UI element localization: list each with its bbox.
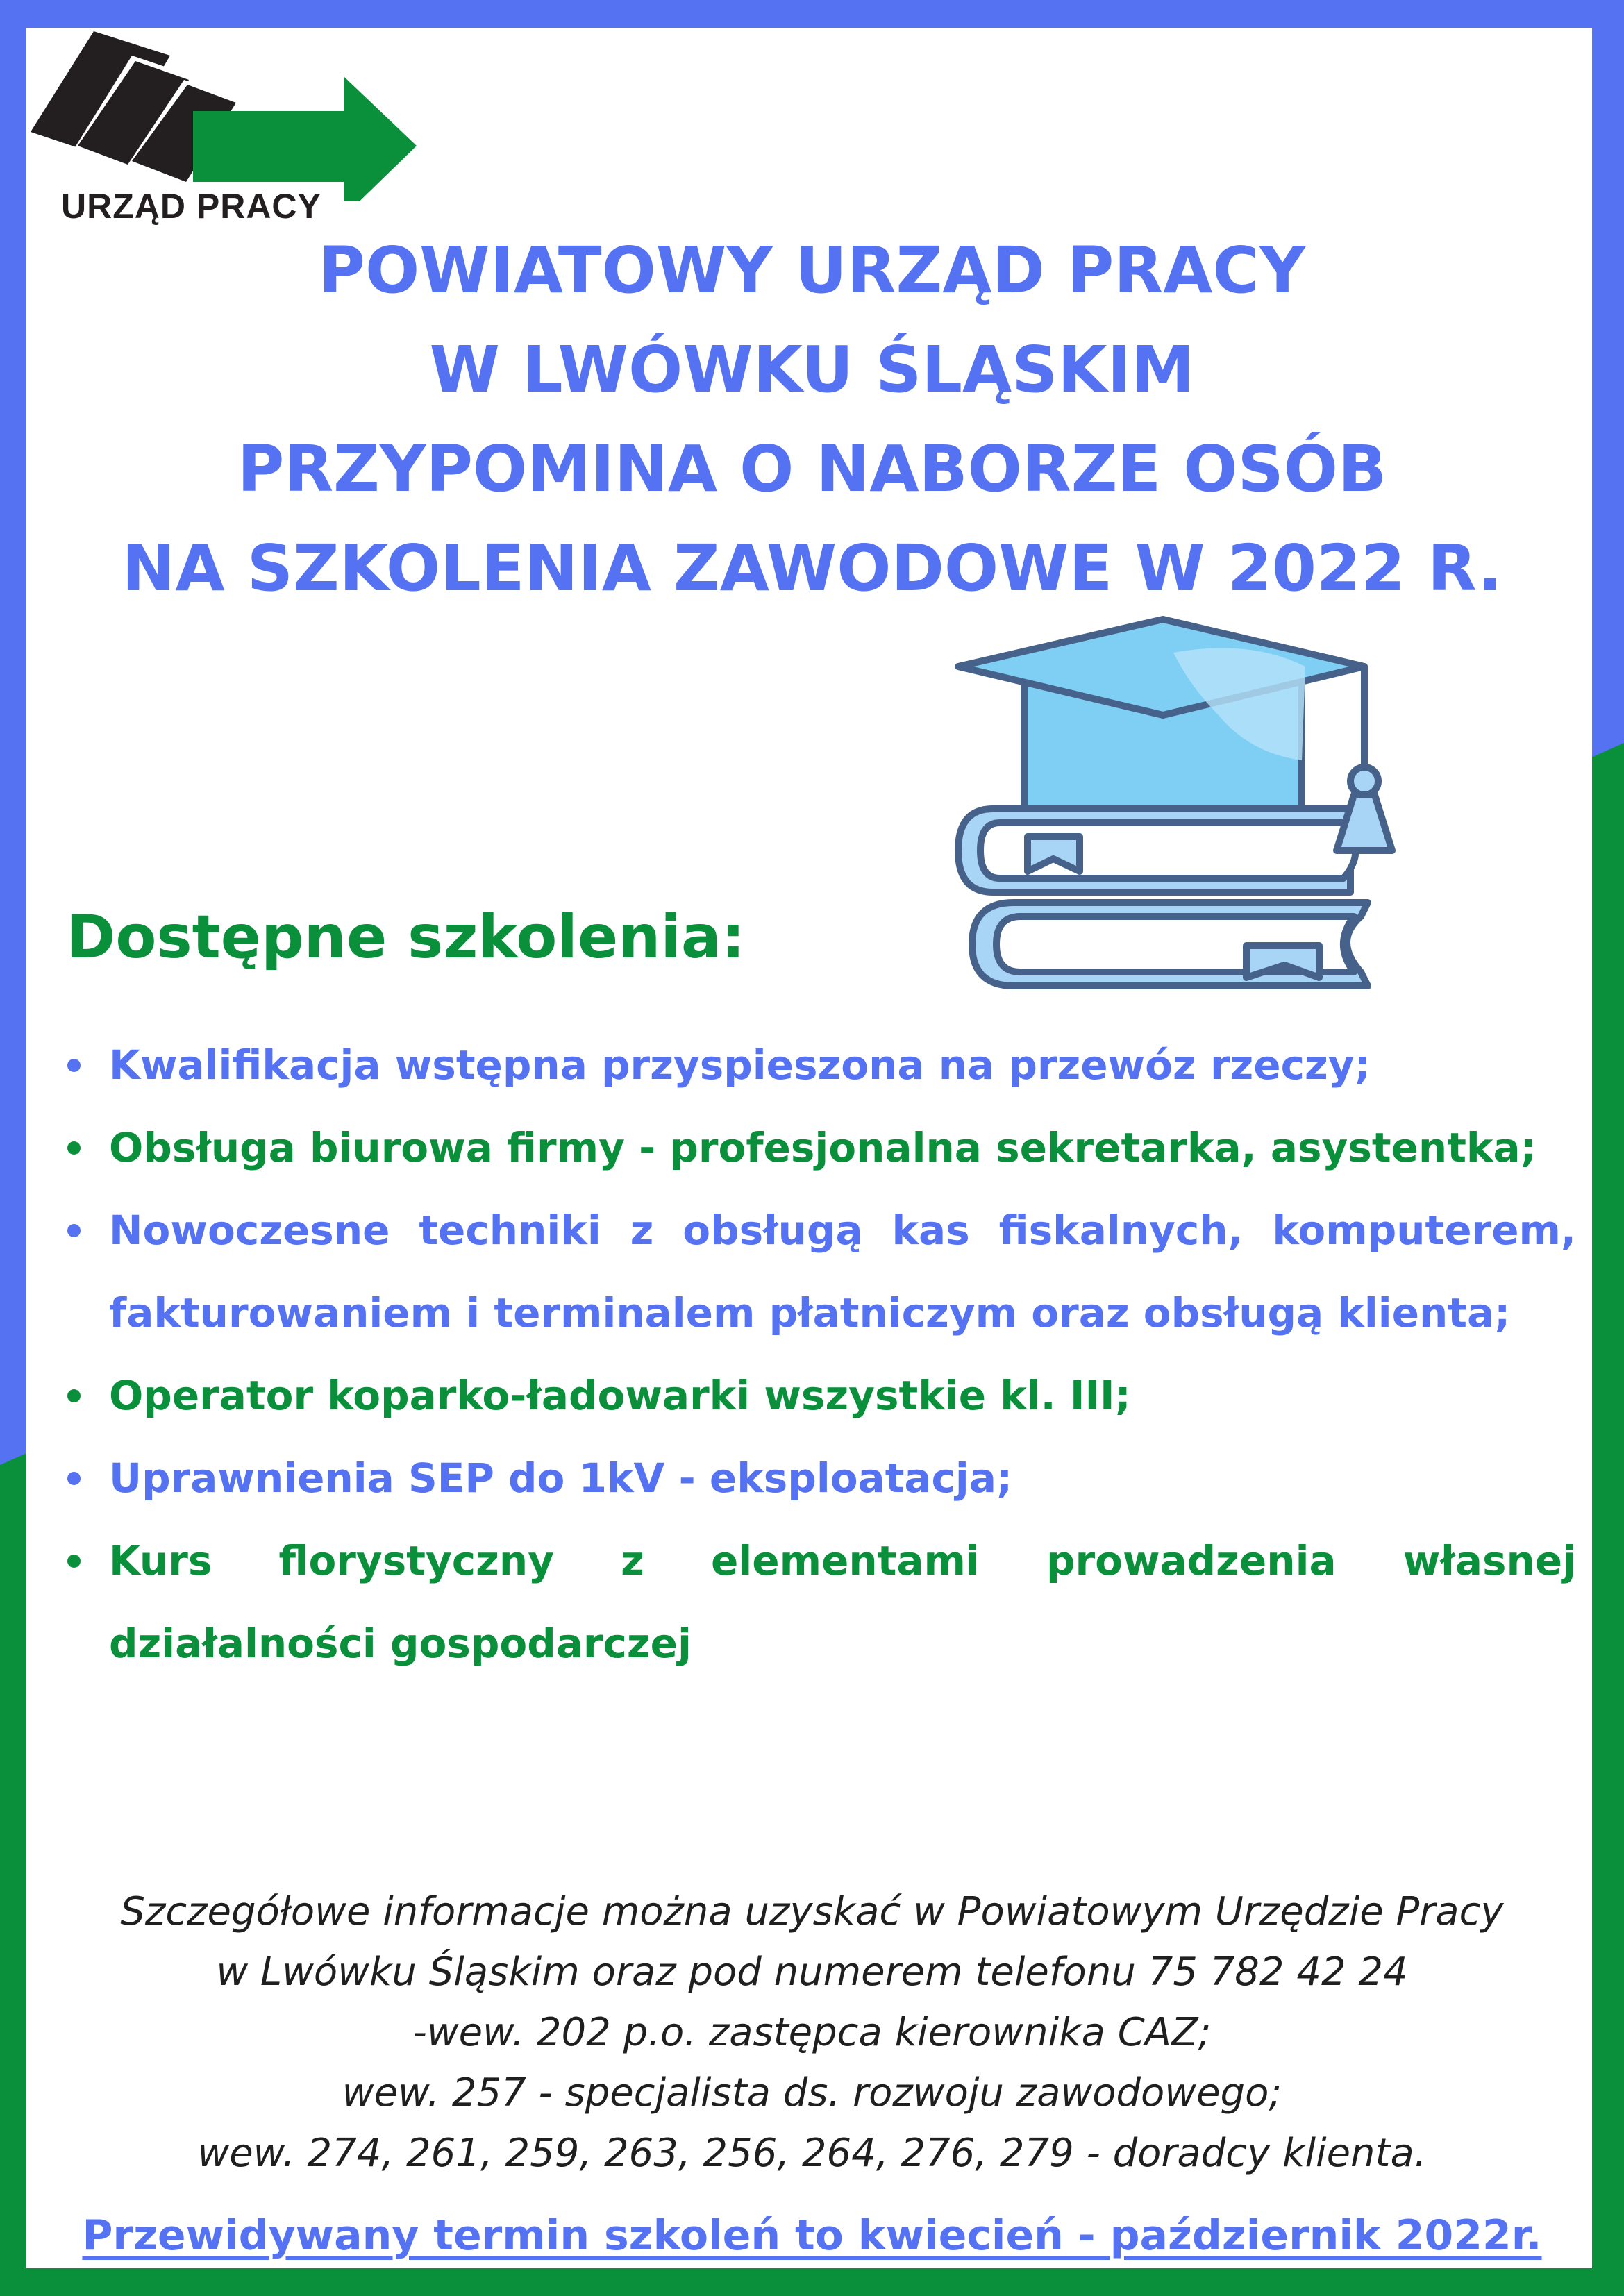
logo-label: URZĄD PRACY xyxy=(61,187,321,226)
contact-line: w Lwówku Śląskim oraz pod numerem telefonu 75 782 42 24 xyxy=(216,1950,1408,1995)
bullet-icon xyxy=(67,1472,81,1485)
bullet-icon xyxy=(67,1141,81,1155)
course-item xyxy=(66,1437,1576,1520)
bullet-icon xyxy=(67,1389,81,1402)
courses-heading: Dostępne szkolenia: xyxy=(66,903,746,972)
contact-line: Szczegółowe informacje można uzyskać w Powiatowym Urzędzie Pracy xyxy=(120,1889,1504,1934)
bullet-icon xyxy=(67,1224,81,1237)
contact-line: -wew. 202 p.o. zastępca kierownika CAZ; xyxy=(412,2010,1212,2055)
course-item xyxy=(66,1107,1576,1189)
course-item xyxy=(66,1520,1576,1685)
course-item xyxy=(66,1355,1576,1437)
headline-line: POWIATOWY URZĄD PRACY xyxy=(318,233,1306,308)
course-item xyxy=(66,1189,1576,1355)
bullet-icon xyxy=(67,1555,81,1568)
course-text: Nowoczesne techniki z obsługą kas fiskalnych, komputerem, fakturowaniem i terminalem płatniczym oraz obsługą klienta; xyxy=(109,1207,1576,1336)
headline-line: W LWÓWKU ŚLĄSKIM xyxy=(429,333,1195,407)
course-text: Kwalifikacja wstępna przyspieszona na przewóz rzeczy; xyxy=(109,1041,1371,1089)
training-term-note: Przewidywany termin szkoleń to kwiecień - październik 2022r. xyxy=(82,2211,1542,2260)
bullet-icon xyxy=(67,1059,81,1072)
course-text: Operator koparko-ładowarki wszystkie kl. III; xyxy=(109,1372,1131,1419)
graduation-cap-books-icon xyxy=(944,611,1409,1000)
contact-line: wew. 274, 261, 259, 263, 256, 264, 276, 279 - doradcy klienta. xyxy=(197,2131,1427,2176)
course-text: Obsługa biurowa firmy - profesjonalna sekretarka, asystentka; xyxy=(109,1124,1537,1171)
contact-line: wew. 257 - specjalista ds. rozwoju zawodowego; xyxy=(342,2070,1282,2115)
course-text: Kurs florystyczny z elementami prowadzenia własnej działalności gospodarczej xyxy=(109,1537,1576,1667)
job-office-arrow-logo xyxy=(28,28,430,201)
course-list xyxy=(66,1024,1576,1685)
headline-line: PRZYPOMINA O NABORZE OSÓB xyxy=(237,432,1387,506)
headline xyxy=(42,221,1582,618)
headline-line: NA SZKOLENIA ZAWODOWE W 2022 R. xyxy=(122,531,1502,605)
contact-info xyxy=(42,1882,1582,2184)
course-item xyxy=(66,1024,1576,1107)
course-text: Uprawnienia SEP do 1kV - eksploatacja; xyxy=(109,1455,1013,1502)
